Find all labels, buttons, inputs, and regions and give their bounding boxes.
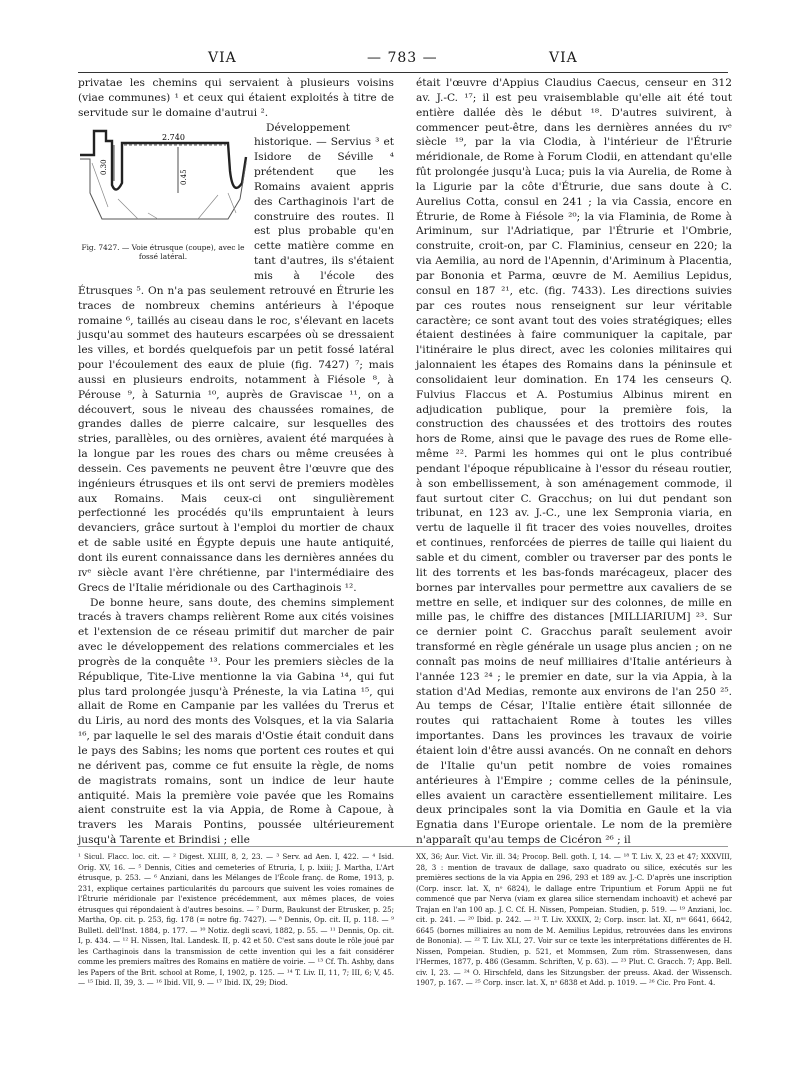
footnote-separator bbox=[78, 846, 728, 847]
figure-caption: Fig. 7427. — Voie étrusque (coupe), avec le fossé latéral. bbox=[81, 242, 245, 261]
header-rule bbox=[78, 72, 728, 73]
right-paragraph-1: était l'œuvre d'Appius Claudius Caecus, censeur en 312 av. J.-C. ¹⁷; il est peu vraisemblable qu'elle ait été tout entière dallée dès le début ¹⁸. D'autres suivirent, à commencer peut-être, dans les dernières années du ɪvᵉ siècle ¹⁹, par la via Clodia, à l'intérieur de l'Étrurie méridionale, de Rome à Forum Clodii, en attendant qu'elle fût prolongée jusqu'à Luca; puis la via Aurelia, de Rome à la Ligurie par la côte d'Étrurie, due sans doute à C. Aurelius Cotta, consul en 241 ; la via Cassia, encore en Étrurie, de Rome à Fiésole ²⁰; la via Flaminia, de Rome à Ariminum, sur l'Adriatique, par l'Étrurie et l'Ombrie, construite, croit-on, par C. Flaminius, censeur en 220; la via Aemilia, au nord de l'Apennin, d'Ariminum à Placentia, par Bononia et Parma, œuvre de M. Aemilius Lepidus, consul en 187 ²¹, etc. (fig. 7433). Les directions suivies par ces routes nous renseignent sur leur véritable caractère; ce sont avant tout des voies stratégiques; elles étaient destinées à faire communiquer la capitale, par l'itinéraire le plus direct, avec les colonies militaires qui jalonnaient les étapes des Romains dans la péninsule et consolidaient leur domination. En 174 les censeurs Q. Fulvius Flaccus et A. Postumius Albinus mirent en adjudication publique, pour la première fois, la construction des chaussées et des trottoirs des routes hors de Rome, ainsi que le pavage des rues de Rome elle-même ²². Parmi les hommes qui ont le plus contribué pendant l'époque républicaine à l'essor du réseau routier, à son embellissement, à son aménagement commode, il faut surtout citer C. Gracchus; on lui dut pendant son tribunat, en 123 av. J.-C., une lex Sempronia viaria, en vertu de laquelle il fit tracer des voies nouvelles, droites et continues, renforcées de pierres de taille qui liaient du sable et du ciment, combler ou traverser par des ponts le lit des torrents et les bas-fonds marécageux, placer des bornes par intervalles pour permettre aux cavaliers de se mettre en selle, et indiquer sur des colonnes, de mille en mille pas, le chiffre des distances [MILLIARIUM] ²³. Sur ce dernier point C. Gracchus paraît seulement avoir transformé en règle générale un usage plus ancien ; on ne connaît pas moins de neuf milliaires d'Italie antérieurs à l'année 123 ²⁴ ; le premier en date, sur la via Appia, à la station d'Ad Medias, remonte aux environs de l'an 250 ²⁵. Au temps de César, l'Italie entière était sillonnée de routes qui rattachaient Rome à toutes les villes importantes. Dans les provinces les travaux de voirie étaient loin d'être aussi avancés. On ne connaît en dehors de l'Italie qu'un petit nombre de voies romaines antérieures à l'Empire ; comme celles de la péninsule, elles avaient un caractère essentiellement militaire. Les deux principales sont la via Domitia en Gaule et la via Egnatia dans l'Europe orientale. Le nom de la première n'apparaît qu'au temps de Cicéron ²⁶ ; il bbox=[416, 77, 732, 847]
header-right: VIA bbox=[549, 50, 578, 66]
page-number: — 783 — bbox=[367, 50, 438, 66]
left-paragraph-1: privatae les chemins qui servaient à plusieurs voisins (viae communes) ¹ et ceux qui étaient exploités à titre de servitude sur le domaine d'autrui ². bbox=[78, 77, 394, 119]
left-paragraph-2: Développement historique. — Servius ³ et Isidore de Séville ⁴ prétendent que les Romains avaient appris des Carthaginois l'art de construire des routes. Il est plus probable qu'en cette matière comme en tant d'autres, ils s'étaient mis à l'école des Étrusques ⁵. On n'a pas seulement retrouvé en Étrurie les traces de nombreux chemins antérieurs à l'époque romaine ⁶, taillés au ciseau dans le roc, s'élevant en lacets jusqu'au sommet des hauteurs escarpées où se dressaient les villes, et bordés quelquefois par un petit fossé latéral pour l'écoulement des eaux de pluie (fig. 7427) ⁷; mais aussi en plusieurs endroits, notamment à Fiésole ⁸, à Pérouse ⁹, à Saturnia ¹⁰, auprès de Graviscae ¹¹, on a découvert, sous le niveau des chaussées romaines, de grandes dalles de pierre calcaire, sur lesquelles des stries, parallèles, ou des ornières, avaient été marquées à la longue par les roues des chars ou même creusées à dessein. Ces pavements ne peuvent être l'œuvre que des ingénieurs étrusques et ils ont servi de premiers modèles aux Romains. Mais ceux-ci ont singulièrement perfectionné les procédés qu'ils empruntaient à leurs devanciers, grâce surtout à l'emploi du mortier de chaux et de sable usité en Égypte depuis une haute antiquité, dont ils eurent connaissance dans les dernières années du ɪvᵉ siècle avant l'ère chrétienne, par l'intermédiaire des Grecs de l'Italie méridionale ou des Carthaginois ¹². bbox=[78, 121, 394, 594]
left-column bbox=[78, 76, 394, 848]
label-width: 0.30 bbox=[100, 158, 108, 175]
footnotes-left: ¹ Sicul. Flacc. loc. cit. — ² Digest. XLIII, 8, 2, 23. — ³ Serv. ad Aen. I, 422. — ⁴ Isid. Orig. XV, 16. — ⁵ Dennis, Cities and cemeteries of Etruria, I, p. lxiii; J. Martha, L'Art étrusque, p. 253. — ⁶ Anziani, dans les Mélanges de l'École franç. de Rome, 1913, p. 231, explique certaines particularités du parcours que suivent les voies romaines de l'Étrurie méridionale par l'existence précédemment, aux mêmes places, de voies étrusques qui répondaient à d'autres besoins. — ⁷ Durm, Baukunst der Etrusker, p. 25; Martha, Op. cit. p. 253, fig. 178 (= notre fig. 7427). — ⁸ Dennis, Op. cit. II, p. 118. — ⁹ Bulletl. dell'Inst. 1884, p. 177. — ¹⁰ Notiz. degli scavi, 1882, p. 55. — ¹¹ Dennis, Op. cit. I, p. 434. — ¹² H. Nissen, Ital. Landesk. II, p. 42 et 50. C'est sans doute le rôle joué par les Carthaginois dans la transmission de cette invention qui les a fait considérer comme les premiers maîtres des Romains en matière de voirie. — ¹³ Cf. Th. Ashby, dans les Papers of the Brit. school at Rome, I, 1902, p. 125. — ¹⁴ T. Liv. II, 11, 7; III, 6; V, 45. — ¹⁵ Ibid. II, 39, 3. — ¹⁶ Ibid. VII, 9. — ¹⁷ Ibid. IX, 29; Diod. bbox=[78, 852, 394, 987]
left-paragraph-3: De bonne heure, sans doute, des chemins simplement tracés à travers champs relièrent Rome aux cités voisines et l'extension de ce réseau primitif dut marcher de pair avec le développement des relations commerciales et les progrès de la conquête ¹³. Pour les premiers siècles de la République, Tite-Live mentionne la via Gabina ¹⁴, qui fut plus tard prolongée jusqu'à Préneste, la via Latina ¹⁵, qui allait de Rome en Campanie par les vallées du Trerus et du Liris, au nord des monts des Volsques, et la via Salaria ¹⁶, par laquelle le sel des marais d'Ostie était conduit dans le pays des Sabins; les noms que portent ces routes et qui ne dérivent pas, comme ce fut ensuite la règle, de noms de magistrats romains, sont un indice de leur haute antiquité. Mais la première voie pavée que les Romains aient construite est la via Appia, de Rome à Capoue, à travers les Marais Pontins, poussée ultérieurement jusqu'à Tarente et Brindisi ; elle bbox=[78, 596, 394, 847]
running-header bbox=[78, 50, 728, 70]
figure-7427 bbox=[78, 123, 248, 273]
header-left: VIA bbox=[208, 50, 237, 66]
right-column bbox=[416, 76, 732, 848]
label-top: 2.740 bbox=[162, 132, 185, 142]
etruscan-road-section-diagram bbox=[78, 123, 248, 241]
footnotes-right: XX, 36; Aur. Vict. Vir. ill. 34; Procop. Bell. goth. I, 14. — ¹⁸ T. Liv. X, 23 et 47; XXXVIII, 28, 3 : mention de travaux de dallage, saxo quadrato ou silice, exécutés sur les premières sections de la via Appia en 296, 293 et 189 av. J.-C. D'après une inscription (Corp. inscr. lat. X, nᵒ 6824), le dallage entre Tripuntium et Forum Appii ne fut commencé que par Nerva (viam ex glarea silice sternendam inchoavit) et achevé par Trajan en l'an 100 ap. J. C. Cf. H. Nissen, Pompeian. Studien, p. 519. — ¹⁹ Anziani, loc. cit. p. 241. — ²⁰ Ibid. p. 242. — ²¹ T. Liv. XXXIX, 2; Corp. inscr. lat. XI, nᵒˢ 6641, 6642, 6645 (bornes milliaires au nom de M. Aemilius Lepidus, retrouvées dans les environs de Bononia). — ²² T. Liv. XLI, 27. Voir sur ce texte les interprétations différentes de H. Nissen, Pompeian. Studien, p. 521, et Mommsen, Zum röm. Strassenwesen, dans l'Hermes, 1877, p. 486 (Gesamm. Schriften, V, p. 63). — ²³ Plut. C. Gracch. 7; App. Bell. civ. I, 23. — ²⁴ O. Hirschfeld, dans les Sitzungsber. der preuss. Akad. der Wissensch. 1907, p. 167. — ²⁵ Corp. inscr. lat. X, nᵒ 6838 et Add. p. 1019. — ²⁶ Cic. Pro Font. 4. bbox=[416, 852, 732, 987]
label-depth: 0.45 bbox=[180, 168, 188, 185]
